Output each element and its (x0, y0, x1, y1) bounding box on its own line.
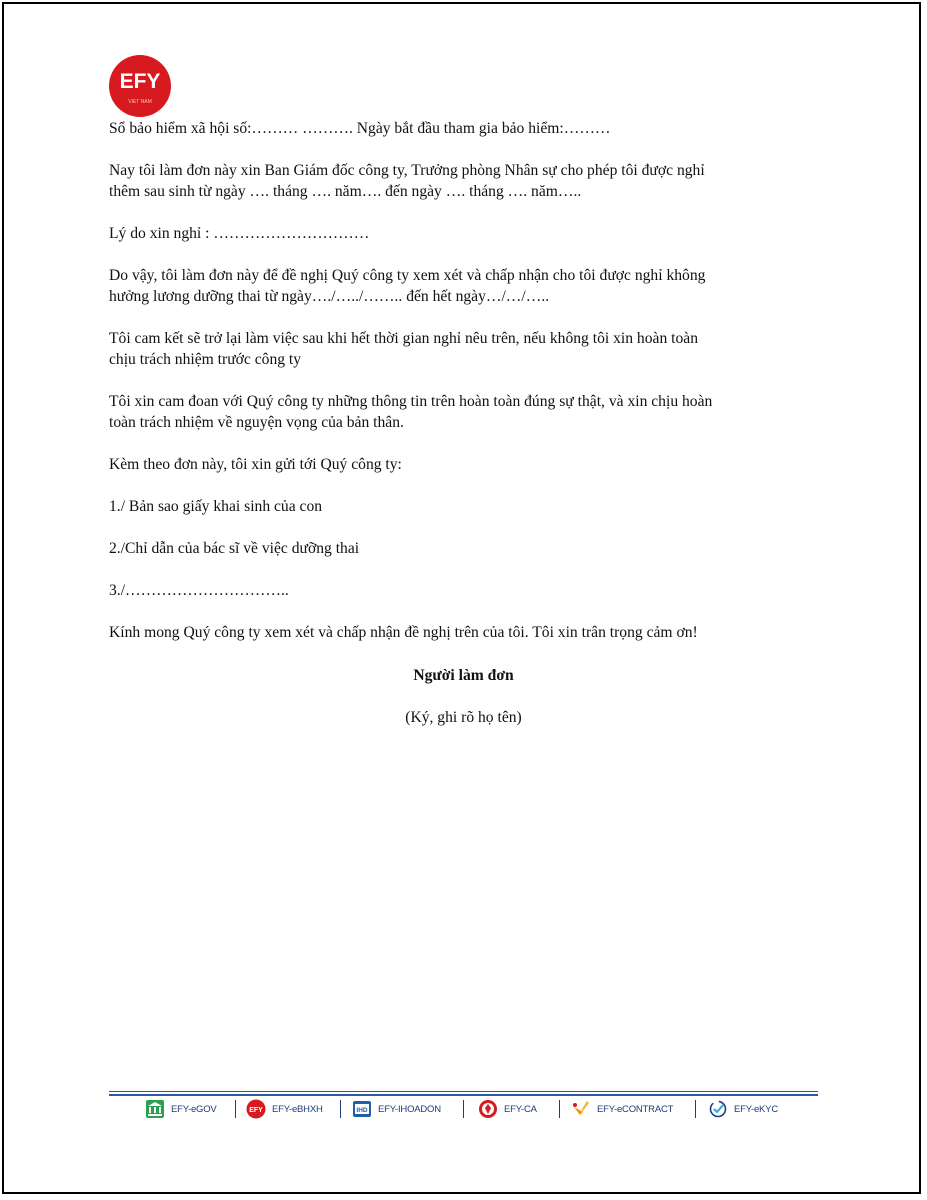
ihd-badge-icon (352, 1099, 372, 1119)
logo-subtext: VIET NAM (128, 99, 152, 105)
footer-divider-thick (109, 1094, 818, 1096)
assurance-line-2: toàn trách nhiệm về nguyện vọng của bản thân. (109, 414, 404, 431)
reason-paragraph (109, 223, 809, 244)
closing-paragraph (109, 622, 809, 643)
attachment-intro (109, 454, 809, 475)
efy-logo (109, 55, 171, 117)
request-line-2: thêm sau sinh từ ngày …. tháng …. năm…. đến ngày …. tháng …. năm….. (109, 183, 582, 200)
assurance-paragraph (109, 391, 809, 433)
signer-note: (Ký, ghi rõ họ tên) (405, 709, 522, 726)
footer-item-econtract[interactable] (571, 1098, 673, 1120)
commitment-paragraph (109, 328, 809, 370)
government-building-icon (145, 1099, 165, 1119)
proposal-line-1: Do vậy, tôi làm đơn này để đề nghị Quý công ty xem xét và chấp nhận cho tôi được nghỉ không (109, 267, 706, 284)
footer-separator (695, 1100, 696, 1118)
closing-line: Kính mong Quý công ty xem xét và chấp nhận đề nghị trên của tôi. Tôi xin trân trọng cảm ơn! (109, 624, 698, 641)
footer-separator (235, 1100, 236, 1118)
footer-label-ekyc: EFY-eKYC (734, 1103, 778, 1115)
svg-text:IHD: IHD (356, 1107, 368, 1114)
attachment-item (109, 496, 809, 517)
logo-text: EFY (119, 70, 161, 93)
signer-title: Người làm đơn (413, 667, 514, 684)
face-check-icon (708, 1099, 728, 1119)
request-line-1: Nay tôi làm đơn này xin Ban Giám đốc công ty, Trưởng phòng Nhân sự cho phép tôi được nghỉ (109, 162, 705, 179)
reason-line: Lý do xin nghỉ : ………………………… (109, 225, 370, 242)
efy-badge-icon (246, 1099, 266, 1119)
footer-products (109, 1098, 818, 1120)
footer-separator (559, 1100, 560, 1118)
footer-label-ebhxh: EFY-eBHXH (272, 1103, 323, 1115)
footer-item-ca[interactable] (478, 1098, 537, 1120)
footer-label-econtract: EFY-eCONTRACT (597, 1103, 674, 1115)
request-paragraph (109, 160, 809, 202)
proposal-line-2: hưởng lương dưỡng thai từ ngày…./…../…….. đến hết ngày…/…/….. (109, 288, 550, 305)
commitment-line-1: Tôi cam kết sẽ trở lại làm việc sau khi hết thời gian nghỉ nêu trên, nếu không tôi xin hoàn toàn (109, 330, 698, 347)
attachment-item (109, 538, 809, 559)
contract-pen-icon (571, 1099, 591, 1119)
footer-divider-thin (109, 1091, 818, 1092)
ca-shield-icon (478, 1099, 498, 1119)
footer-label-ihoadon: EFY-IHOADON (378, 1103, 441, 1115)
insurance-paragraph (109, 118, 809, 139)
attachment-item-3: 3./………………………….. (109, 582, 289, 599)
footer-item-ekyc[interactable] (708, 1098, 778, 1120)
proposal-paragraph (109, 265, 809, 307)
document-body (109, 118, 809, 664)
attachment-item-2: 2./Chỉ dẫn của bác sĩ về việc dưỡng thai (109, 540, 360, 557)
footer-label-ca: EFY-CA (504, 1103, 537, 1115)
footer-item-ihoadon[interactable] (352, 1098, 441, 1120)
svg-text:EFY: EFY (249, 1107, 263, 1114)
footer-item-ebhxh[interactable] (246, 1098, 323, 1120)
footer-separator (340, 1100, 341, 1118)
attachment-item (109, 580, 809, 601)
attachment-item-1: 1./ Bản sao giấy khai sinh của con (109, 498, 323, 515)
footer-label-egov: EFY-eGOV (171, 1103, 217, 1115)
commitment-line-2: chịu trách nhiệm trước công ty (109, 351, 302, 368)
assurance-line-1: Tôi xin cam đoan với Quý công ty những thông tin trên hoàn toàn đúng sự thật, và xin chịu hoàn (109, 393, 713, 410)
footer-separator (463, 1100, 464, 1118)
insurance-line: Sổ bảo hiểm xã hội số:……… ………. Ngày bắt đầu tham gia bảo hiểm:……… (109, 120, 611, 137)
footer-item-egov[interactable] (145, 1098, 217, 1120)
attachment-intro-text: Kèm theo đơn này, tôi xin gửi tới Quý công ty: (109, 456, 402, 473)
